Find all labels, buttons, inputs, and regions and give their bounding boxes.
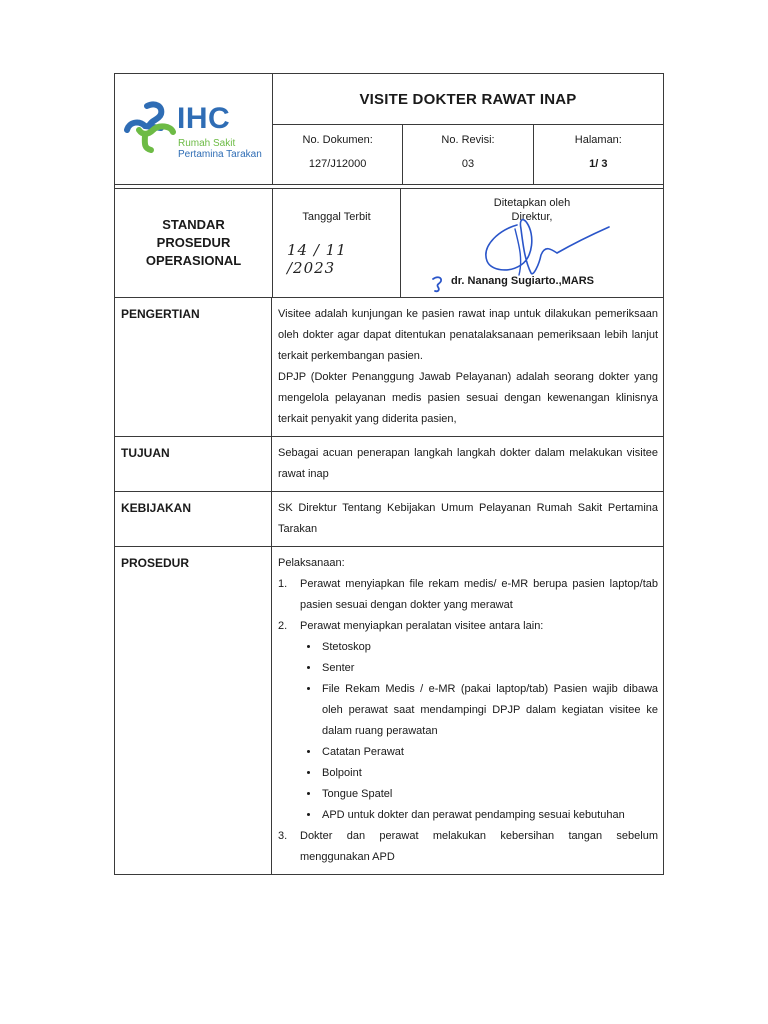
- procedure-step: [278, 616, 658, 637]
- page-label: Halaman:: [574, 134, 622, 146]
- issued-date: 14 / 11 /2023: [287, 241, 347, 277]
- sop-heading: [115, 189, 273, 297]
- sop-row: [115, 189, 663, 298]
- step-text: Perawat menyiapkan peralatan visitee antara lain:: [300, 620, 544, 632]
- prosedur-intro: Pelaksanaan:: [278, 557, 345, 569]
- cross-logo-icon: [121, 100, 181, 156]
- doc-number-label: No. Dokumen:: [302, 134, 373, 146]
- document-meta: [273, 125, 663, 184]
- revision-value: 03: [461, 158, 475, 170]
- tujuan-body: Sebagai acuan penerapan langkah langkah dokter dalam melakukan visitee rawat inap: [278, 447, 658, 480]
- step-number: 2.: [278, 620, 288, 632]
- pengertian-body: [272, 298, 663, 436]
- page-value: 1/ 3: [589, 158, 608, 170]
- pengertian-paragraph-1: Visitee adalah kunjungan ke pasien rawat inap untuk dilakukan pemeriksaan oleh dokter agar dapat ditentukan penatalaksanaan pemeriksaan lebih lanjut terkait perkembangan pasien.: [278, 308, 658, 362]
- position-label: Direktur,: [511, 211, 553, 223]
- issued-date-cell: [273, 189, 401, 297]
- equipment-list: [278, 637, 658, 826]
- brand-name: IHC: [177, 102, 231, 135]
- initial-mark-icon: [431, 275, 445, 293]
- prosedur-body: [272, 547, 663, 874]
- step-number: 1.: [278, 578, 288, 590]
- equipment-item: • Catatan Perawat: [320, 742, 658, 763]
- section-tujuan: [115, 437, 663, 492]
- section-prosedur: [115, 547, 663, 874]
- kebijakan-body: SK Direktur Tentang Kebijakan Umum Pelayanan Rumah Sakit Pertamina Tarakan: [278, 502, 658, 535]
- set-by-label: Ditetapkan oleh: [493, 197, 571, 209]
- equipment-item: • APD untuk dokter dan perawat pendamping sesuai kebutuhan: [320, 805, 658, 826]
- step-text: Perawat menyiapkan file rekam medis/ e-MR berupa pasien laptop/tab pasien sesuai dengan dokter yang merawat: [300, 578, 658, 611]
- revision-label: No. Revisi:: [441, 134, 495, 146]
- doc-number-value: 127/J12000: [308, 158, 367, 170]
- issued-label: Tanggal Terbit: [302, 211, 371, 223]
- document-title: VISITE DOKTER RAWAT INAP: [273, 74, 663, 125]
- section-pengertian: [115, 298, 663, 437]
- section-kebijakan: [115, 492, 663, 547]
- procedure-step: [278, 574, 658, 616]
- revision-cell: [403, 125, 533, 184]
- equipment-item: • Tongue Spatel: [320, 784, 658, 805]
- step-text: Dokter dan perawat melakukan kebersihan tangan sebelum menggunakan APD: [300, 830, 658, 863]
- prosedur-label: PROSEDUR: [115, 547, 272, 874]
- sop-line-1: STANDAR: [162, 217, 225, 232]
- brand-subtitle-2: Pertamina Tarakan: [178, 149, 262, 160]
- sop-line-2: PROSEDUR: [156, 235, 231, 250]
- equipment-item: • File Rekam Medis / e-MR (pakai laptop/tab) Pasien wajib dibawa oleh perawat saat mendampingi DPJP dalam kegiatan visitee ke dalam ruang perawatan: [320, 679, 658, 742]
- approval-cell: [401, 189, 663, 297]
- sop-table: [114, 73, 664, 875]
- pengertian-paragraph-2: DPJP (Dokter Penanggung Jawab Pelayanan) adalah seorang dokter yang mengelola pelayanan medis pasien sesuai dengan kewenangan klinisnya terkait penyakit yang diderita pasien,: [278, 371, 658, 425]
- signer-name: dr. Nanang Sugiarto.,MARS: [451, 275, 595, 287]
- kebijakan-label: KEBIJAKAN: [115, 492, 272, 546]
- sop-line-3: OPERASIONAL: [145, 253, 242, 268]
- equipment-item: • Stetoskop: [320, 637, 658, 658]
- pengertian-label: PENGERTIAN: [115, 298, 272, 436]
- hospital-logo: [115, 74, 273, 184]
- page-cell: [534, 125, 663, 184]
- tujuan-label: TUJUAN: [115, 437, 272, 491]
- header-row: [115, 74, 663, 185]
- equipment-item: • Senter: [320, 658, 658, 679]
- equipment-item: • Bolpoint: [320, 763, 658, 784]
- step-number: 3.: [278, 830, 288, 842]
- header-title-area: [273, 74, 663, 184]
- brand-subtitle-1: Rumah Sakit: [178, 138, 236, 149]
- procedure-step: [278, 826, 658, 868]
- doc-number-cell: [273, 125, 403, 184]
